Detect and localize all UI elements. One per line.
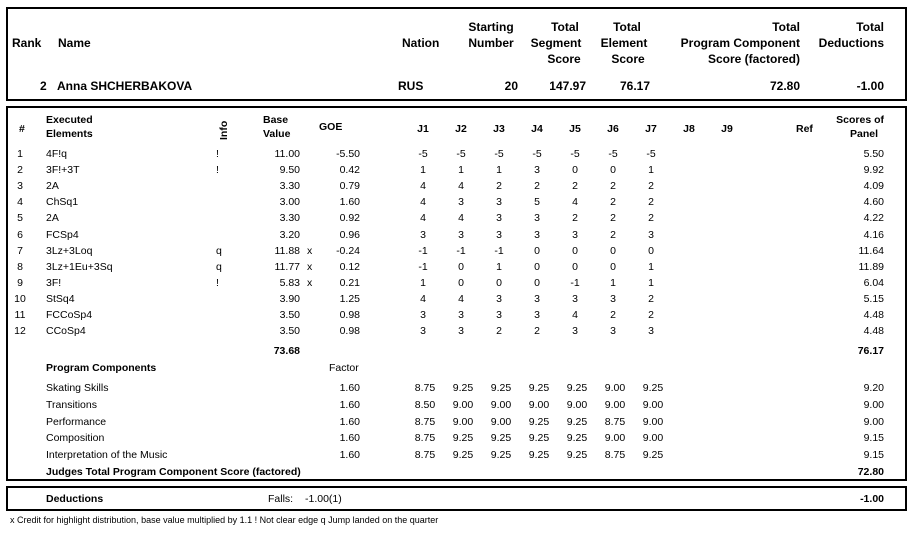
segment-score-header-2: Segment (530, 36, 582, 50)
element-base-value: 3.50 (279, 325, 300, 338)
element-panel-score: 4.60 (863, 196, 884, 209)
judge-1-component-mark: 8.75 (414, 415, 436, 428)
judge-6-mark: 0 (610, 164, 616, 177)
pcs-header-1: Total (772, 20, 800, 34)
judge-5-mark: 0 (572, 244, 578, 257)
judge-7-mark: 3 (648, 325, 654, 338)
judge-4-mark: 2 (534, 325, 540, 338)
element-bonus-mark: x (307, 244, 313, 257)
judge-header-5: J5 (569, 123, 581, 135)
footnote: x Credit for highlight distribution, base value multiplied by 1.1 ! Not clear edge q Jump landed on the quarter (10, 515, 439, 525)
element-row (0, 147, 913, 163)
judge-4-mark: 0 (534, 276, 540, 289)
element-goe: 1.25 (339, 292, 360, 305)
judge-6-mark: 2 (610, 212, 616, 225)
skater-nation: RUS (398, 79, 424, 93)
element-number: 5 (17, 212, 23, 225)
judge-header-6: J6 (607, 123, 619, 135)
element-code: 3Lz+3Loq (46, 244, 93, 257)
judge-2-component-mark: 9.00 (452, 415, 474, 428)
judge-1-component-mark: 8.75 (414, 382, 436, 394)
component-panel-score: 9.15 (863, 449, 884, 462)
element-goe: 0.79 (339, 180, 360, 193)
element-row (0, 276, 913, 292)
judge-6-component-mark: 8.75 (604, 415, 626, 428)
element-base-value: 11.88 (274, 244, 300, 257)
judge-4-mark: 3 (534, 309, 540, 321)
judge-4-component-mark: 9.25 (528, 415, 550, 428)
judge-2-component-mark: 9.25 (452, 432, 474, 445)
nation-header: Nation (402, 36, 440, 50)
element-goe: -0.24 (336, 244, 360, 257)
judge-4-mark: 2 (534, 180, 540, 193)
element-number: 6 (17, 228, 23, 241)
element-code: CCoSp4 (46, 325, 86, 338)
element-code: 3Lz+1Eu+3Sq (46, 260, 113, 273)
judge-6-mark: 2 (610, 228, 616, 241)
component-name: Performance (46, 415, 107, 428)
judge-5-component-mark: 9.25 (566, 415, 588, 428)
element-row (0, 195, 913, 211)
element-panel-score: 4.16 (863, 228, 884, 241)
judge-5-component-mark: 9.00 (566, 398, 588, 411)
element-panel-score: 9.92 (863, 164, 884, 177)
judge-2-mark: -1 (456, 244, 466, 257)
component-factor: 1.60 (339, 382, 360, 394)
judge-6-component-mark: 9.00 (604, 398, 626, 411)
judge-6-component-mark: 8.75 (604, 449, 626, 462)
component-factor: 1.60 (339, 415, 360, 428)
judge-1-mark: 4 (420, 292, 426, 305)
element-base-value: 9.50 (279, 164, 300, 177)
pcs-total-label: Judges Total Program Component Score (factored) (46, 466, 301, 478)
judge-7-component-mark: 9.00 (642, 415, 664, 428)
element-base-value: 3.00 (279, 196, 300, 209)
judge-6-component-mark: 9.00 (604, 382, 626, 394)
judge-1-mark: 1 (420, 276, 426, 289)
panel-score-header-2: Panel (849, 128, 878, 140)
deductions-header-2: Deductions (818, 36, 884, 50)
element-goe: 0.12 (339, 260, 360, 273)
judge-5-mark: -5 (570, 148, 580, 160)
element-panel-score: 11.64 (858, 244, 884, 257)
element-row (0, 308, 913, 324)
element-code: FCCoSp4 (46, 309, 93, 321)
element-goe: 0.98 (339, 309, 360, 321)
judge-1-mark: 3 (420, 228, 426, 241)
num-header: # (19, 123, 25, 135)
judge-5-mark: 3 (572, 228, 578, 241)
segment-score-header-3: Score (547, 52, 581, 66)
judge-2-mark: 3 (458, 309, 464, 321)
rank-header: Rank (12, 36, 42, 50)
element-row (0, 324, 913, 340)
component-panel-score: 9.00 (863, 398, 884, 411)
element-panel-score: 6.04 (863, 276, 884, 289)
judge-7-mark: 2 (648, 212, 654, 225)
judge-4-mark: 3 (534, 292, 540, 305)
component-panel-score: 9.00 (863, 415, 884, 428)
judge-5-component-mark: 9.25 (566, 432, 588, 445)
judge-3-component-mark: 9.25 (490, 432, 512, 445)
pcs-header-2: Program Component (680, 36, 800, 50)
judge-2-mark: -5 (456, 148, 466, 160)
judge-3-component-mark: 9.00 (490, 415, 512, 428)
judge-header-8: J8 (683, 123, 695, 135)
judge-2-mark: 4 (458, 180, 464, 193)
judge-7-mark: 0 (648, 244, 654, 257)
skater-deductions: -1.00 (856, 79, 884, 93)
element-base-value: 5.83 (279, 276, 300, 289)
judge-5-mark: 4 (572, 309, 578, 321)
judge-4-mark: 3 (534, 212, 540, 225)
judge-7-component-mark: 9.00 (642, 432, 664, 445)
goe-header: GOE (319, 121, 343, 133)
judge-4-mark: 0 (534, 244, 540, 257)
judge-5-mark: -1 (570, 276, 580, 289)
skater-pcs: 72.80 (769, 79, 800, 93)
starting-number-header-1: Starting (468, 20, 514, 34)
element-base-value: 3.30 (279, 180, 300, 193)
judge-2-mark: 3 (458, 325, 464, 338)
judge-2-mark: 1 (458, 164, 464, 177)
ref-header: Ref (796, 123, 813, 135)
judge-5-mark: 0 (572, 164, 578, 177)
judge-7-component-mark: 9.25 (642, 382, 664, 394)
element-goe: 1.60 (339, 196, 360, 209)
element-panel-score: 4.22 (863, 212, 884, 225)
element-goe: 0.98 (339, 325, 360, 338)
component-factor: 1.60 (339, 432, 360, 445)
base-value-header-2: Value (263, 128, 291, 140)
program-component-row (0, 398, 913, 414)
judge-5-component-mark: 9.25 (566, 449, 588, 462)
skater-segment-score: 147.97 (549, 79, 586, 93)
judge-3-mark: 3 (496, 212, 502, 225)
component-factor: 1.60 (339, 449, 360, 462)
component-panel-score: 9.20 (863, 382, 884, 394)
element-row (0, 260, 913, 276)
element-goe: 0.21 (339, 276, 360, 289)
judge-7-mark: 2 (648, 309, 654, 321)
judge-header-9: J9 (721, 123, 733, 135)
falls-label: Falls: (268, 493, 294, 505)
judge-1-mark: 4 (420, 196, 426, 209)
component-name: Interpretation of the Music (46, 449, 168, 462)
judge-4-component-mark: 9.25 (528, 382, 550, 394)
element-number: 2 (17, 164, 23, 177)
judge-7-mark: 1 (648, 164, 654, 177)
element-bonus-mark: x (307, 260, 313, 273)
element-panel-score: 4.48 (863, 309, 884, 321)
judge-1-mark: 1 (420, 164, 426, 177)
judge-3-mark: 2 (496, 180, 502, 193)
judge-7-mark: 1 (648, 276, 654, 289)
judge-6-mark: 2 (610, 309, 616, 321)
judge-header-7: J7 (645, 123, 657, 135)
element-base-value: 11.00 (274, 148, 300, 160)
segment-score-header-1: Total (551, 20, 579, 34)
component-name: Transitions (46, 398, 97, 411)
executed-header-2: Elements (46, 128, 93, 140)
element-number: 4 (17, 196, 23, 209)
judge-7-mark: -5 (646, 148, 656, 160)
deductions-box (6, 486, 907, 511)
element-info: ! (216, 276, 219, 289)
judge-2-mark: 4 (458, 212, 464, 225)
judge-header-4: J4 (531, 123, 543, 135)
element-code: ChSq1 (46, 196, 79, 209)
element-number: 9 (17, 276, 23, 289)
element-info: ! (216, 164, 219, 177)
judge-1-mark: -1 (418, 244, 428, 257)
judge-4-mark: 0 (534, 260, 540, 273)
judge-3-mark: 1 (496, 260, 502, 273)
element-base-value: 3.50 (279, 309, 300, 321)
element-panel-score: 4.48 (863, 325, 884, 338)
judge-1-component-mark: 8.75 (414, 432, 436, 445)
factor-header: Factor (329, 362, 359, 374)
judge-3-component-mark: 9.25 (490, 449, 512, 462)
skater-name: Anna SHCHERBAKOVA (57, 79, 193, 93)
judge-4-mark: -5 (532, 148, 542, 160)
program-component-row (0, 431, 913, 447)
judge-3-mark: 0 (496, 276, 502, 289)
element-number: 7 (17, 244, 23, 257)
judge-2-mark: 0 (458, 260, 464, 273)
judge-3-mark: 3 (496, 309, 502, 321)
element-row (0, 163, 913, 179)
name-header: Name (58, 36, 91, 50)
judge-1-mark: 3 (420, 325, 426, 338)
element-base-value: 11.77 (274, 260, 300, 273)
judge-5-component-mark: 9.25 (566, 382, 588, 394)
element-row (0, 228, 913, 244)
element-row (0, 292, 913, 308)
element-number: 12 (14, 325, 26, 338)
judge-1-mark: 3 (420, 309, 426, 321)
element-code: 3F!+3T (46, 164, 80, 177)
executed-header-1: Executed (46, 114, 93, 126)
judge-header-1: J1 (417, 123, 429, 135)
element-number: 3 (17, 180, 23, 193)
judge-header-3: J3 (493, 123, 505, 135)
element-code: FCSp4 (46, 228, 79, 241)
element-row (0, 179, 913, 195)
judge-3-mark: 3 (496, 196, 502, 209)
judge-4-component-mark: 9.00 (528, 398, 550, 411)
component-panel-score: 9.15 (863, 432, 884, 445)
skater-rank: 2 (40, 79, 47, 93)
element-code: 4F!q (46, 148, 68, 160)
judge-7-component-mark: 9.25 (642, 449, 664, 462)
judge-3-mark: -5 (494, 148, 504, 160)
element-goe: 0.92 (339, 212, 360, 225)
judge-2-component-mark: 9.25 (452, 449, 474, 462)
element-number: 8 (17, 260, 23, 273)
skater-element-score: 76.17 (619, 79, 650, 93)
element-goe: 0.42 (339, 164, 360, 177)
judge-header-2: J2 (455, 123, 467, 135)
judge-4-mark: 5 (534, 196, 540, 209)
judge-3-mark: -1 (494, 244, 504, 257)
judge-3-component-mark: 9.25 (490, 382, 512, 394)
judge-4-component-mark: 9.25 (528, 449, 550, 462)
judge-5-mark: 2 (572, 212, 578, 225)
deductions-label: Deductions (46, 493, 104, 505)
judge-6-mark: 2 (610, 180, 616, 193)
starting-number-header-2: Number (468, 36, 514, 50)
judge-3-mark: 2 (496, 325, 502, 338)
pcs-header-3: Score (factored) (707, 52, 800, 66)
judge-6-mark: 0 (610, 260, 616, 273)
component-name: Composition (46, 432, 105, 445)
element-panel-score: 11.89 (858, 260, 884, 273)
element-info: ! (216, 148, 219, 160)
base-value-header-1: Base (263, 114, 289, 126)
element-goe: 0.96 (339, 228, 360, 241)
program-components-title: Program Components (46, 362, 157, 374)
element-panel-score: 5.50 (863, 148, 884, 160)
judge-1-mark: -1 (418, 260, 428, 273)
element-code: 3F! (46, 276, 62, 289)
judge-3-mark: 3 (496, 292, 502, 305)
panel-score-header-1: Scores of (836, 114, 884, 126)
program-component-row (0, 415, 913, 431)
judge-1-mark: 4 (420, 212, 426, 225)
judge-6-mark: 3 (610, 292, 616, 305)
judge-1-component-mark: 8.50 (414, 398, 436, 411)
element-code: 2A (46, 212, 59, 225)
info-header: Info (218, 120, 230, 140)
judge-5-mark: 2 (572, 180, 578, 193)
judge-7-mark: 1 (648, 260, 654, 273)
pcs-total: 72.80 (857, 466, 884, 478)
judge-6-mark: -5 (608, 148, 618, 160)
element-info: q (216, 260, 222, 273)
judge-3-component-mark: 9.00 (490, 398, 512, 411)
judge-3-mark: 3 (496, 228, 502, 241)
component-name: Skating Skills (46, 382, 109, 394)
element-code: 2A (46, 180, 59, 193)
skater-starting-number: 20 (504, 79, 518, 93)
judge-5-mark: 4 (572, 196, 578, 209)
judge-7-mark: 3 (648, 228, 654, 241)
judge-7-mark: 2 (648, 196, 654, 209)
judge-2-mark: 0 (458, 276, 464, 289)
component-factor: 1.60 (339, 398, 360, 411)
judge-1-mark: 4 (420, 180, 426, 193)
element-base-value: 3.30 (279, 212, 300, 225)
judge-2-component-mark: 9.00 (452, 398, 474, 411)
judge-4-mark: 3 (534, 164, 540, 177)
element-row (0, 211, 913, 227)
element-number: 10 (14, 292, 26, 305)
judge-6-mark: 1 (610, 276, 616, 289)
judge-2-component-mark: 9.25 (452, 382, 474, 394)
judge-3-mark: 1 (496, 164, 502, 177)
judge-6-mark: 3 (610, 325, 616, 338)
judge-6-mark: 2 (610, 196, 616, 209)
element-base-value: 3.90 (279, 292, 300, 305)
judge-5-mark: 0 (572, 260, 578, 273)
element-score-header-1: Total (613, 20, 641, 34)
judge-4-component-mark: 9.25 (528, 432, 550, 445)
deductions-header-1: Total (856, 20, 884, 34)
element-code: StSq4 (46, 292, 75, 305)
element-number: 1 (17, 148, 23, 160)
program-component-row (0, 448, 913, 464)
element-base-value: 3.20 (279, 228, 300, 241)
base-value-total: 73.68 (273, 345, 300, 357)
element-bonus-mark: x (307, 276, 313, 289)
deductions-total: -1.00 (860, 493, 884, 505)
element-info: q (216, 244, 222, 257)
judge-6-component-mark: 9.00 (604, 432, 626, 445)
judge-2-mark: 3 (458, 196, 464, 209)
judge-7-component-mark: 9.00 (642, 398, 664, 411)
judge-2-mark: 4 (458, 292, 464, 305)
judge-5-mark: 3 (572, 292, 578, 305)
element-number: 11 (14, 309, 26, 321)
judge-4-mark: 3 (534, 228, 540, 241)
element-score-header-2: Element (600, 36, 648, 50)
element-goe: -5.50 (336, 148, 360, 160)
program-component-row (0, 381, 913, 397)
element-score-header-3: Score (611, 52, 645, 66)
element-panel-score: 5.15 (863, 292, 884, 305)
elements-score-total: 76.17 (857, 345, 884, 357)
judge-1-mark: -5 (418, 148, 428, 160)
judge-5-mark: 3 (572, 325, 578, 338)
judge-2-mark: 3 (458, 228, 464, 241)
falls-value: -1.00(1) (305, 493, 342, 505)
judge-1-component-mark: 8.75 (414, 449, 436, 462)
element-row (0, 244, 913, 260)
judge-7-mark: 2 (648, 180, 654, 193)
element-panel-score: 4.09 (863, 180, 884, 193)
judge-7-mark: 2 (648, 292, 654, 305)
judge-6-mark: 0 (610, 244, 616, 257)
